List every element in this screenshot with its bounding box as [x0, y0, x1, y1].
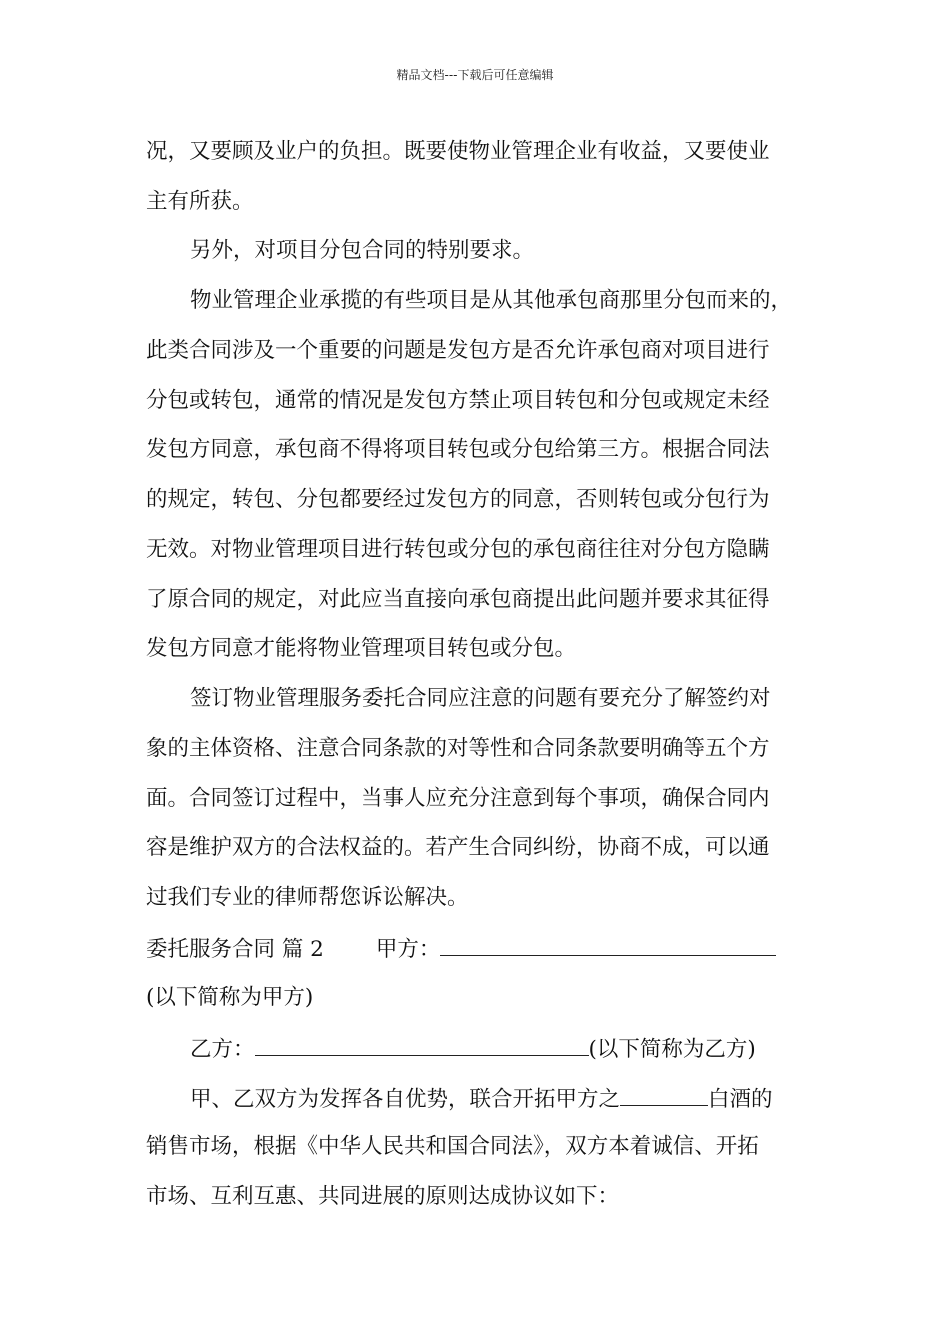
paragraph-line: 物业管理企业承揽的有些项目是从其他承包商那里分包而来的， — [190, 288, 793, 313]
brand-blank — [620, 1083, 708, 1106]
paragraph-line: 签订物业管理服务委托合同应注意的问题有要充分了解签约对 — [190, 686, 771, 711]
party-a-note: (以下简称为甲方) — [146, 985, 314, 1010]
paragraph-line: 销售市场，根据《中华人民共和国合同法》，双方本着诚信、开拓 — [146, 1134, 759, 1159]
party-a-blank — [440, 933, 776, 956]
paragraph-line: 另外，对项目分包合同的特别要求。 — [190, 238, 535, 263]
paragraph-line: 的规定，转包、分包都要经过发包方的同意，否则转包或分包行为 — [146, 487, 770, 512]
paragraph-line: 面。合同签订过程中，当事人应充分注意到每个事项，确保合同内 — [146, 786, 770, 811]
paragraph-line: 市场、互利互惠、共同进展的原则达成协议如下： — [146, 1184, 620, 1209]
paragraph-line: 况，又要顾及业户的负担。既要使物业管理企业有收益，又要使业 — [146, 139, 770, 164]
paragraph-line: 容是维护双方的合法权益的。若产生合同纠纷，协商不成，可以通 — [146, 835, 770, 860]
paragraph-line: 过我们专业的律师帮您诉讼解决。 — [146, 885, 469, 910]
section-title: 委托服务合同 篇 2 — [146, 937, 324, 962]
paragraph-line: 主有所获。 — [146, 189, 254, 214]
paragraph-line: 无效。对物业管理项目进行转包或分包的承包商往往对分包方隐瞒 — [146, 537, 770, 562]
page-header: 精品文档---下载后可任意编辑 — [396, 68, 554, 82]
tail-line-1a: 甲、乙双方为发挥各自优势，联合开拓甲方之 — [190, 1087, 621, 1112]
party-b-blank — [255, 1033, 589, 1056]
party-b-row — [190, 1033, 950, 1065]
paragraph-line: 分包或转包，通常的情况是发包方禁止项目转包和分包或规定未经 — [146, 388, 770, 413]
tail-line-1b: 白酒的 — [708, 1087, 773, 1112]
paragraph-line: 了原合同的规定，对此应当直接向承包商提出此问题并要求其征得 — [146, 587, 770, 612]
section-heading-row — [146, 933, 950, 965]
paragraph-line: 发包方同意才能将物业管理项目转包或分包。 — [146, 636, 577, 661]
party-b-label: 乙方： — [190, 1037, 255, 1062]
paragraph-line — [190, 1083, 950, 1115]
paragraph-line: 发包方同意，承包商不得将项目转包或分包给第三方。根据合同法 — [146, 437, 770, 462]
paragraph-line: 象的主体资格、注意合同条款的对等性和合同条款要明确等五个方 — [146, 736, 770, 761]
party-a-label: 甲方： — [375, 937, 441, 962]
party-b-note: (以下简称为乙方) — [588, 1037, 756, 1062]
paragraph-line: 此类合同涉及一个重要的问题是发包方是否允许承包商对项目进行 — [146, 338, 770, 363]
